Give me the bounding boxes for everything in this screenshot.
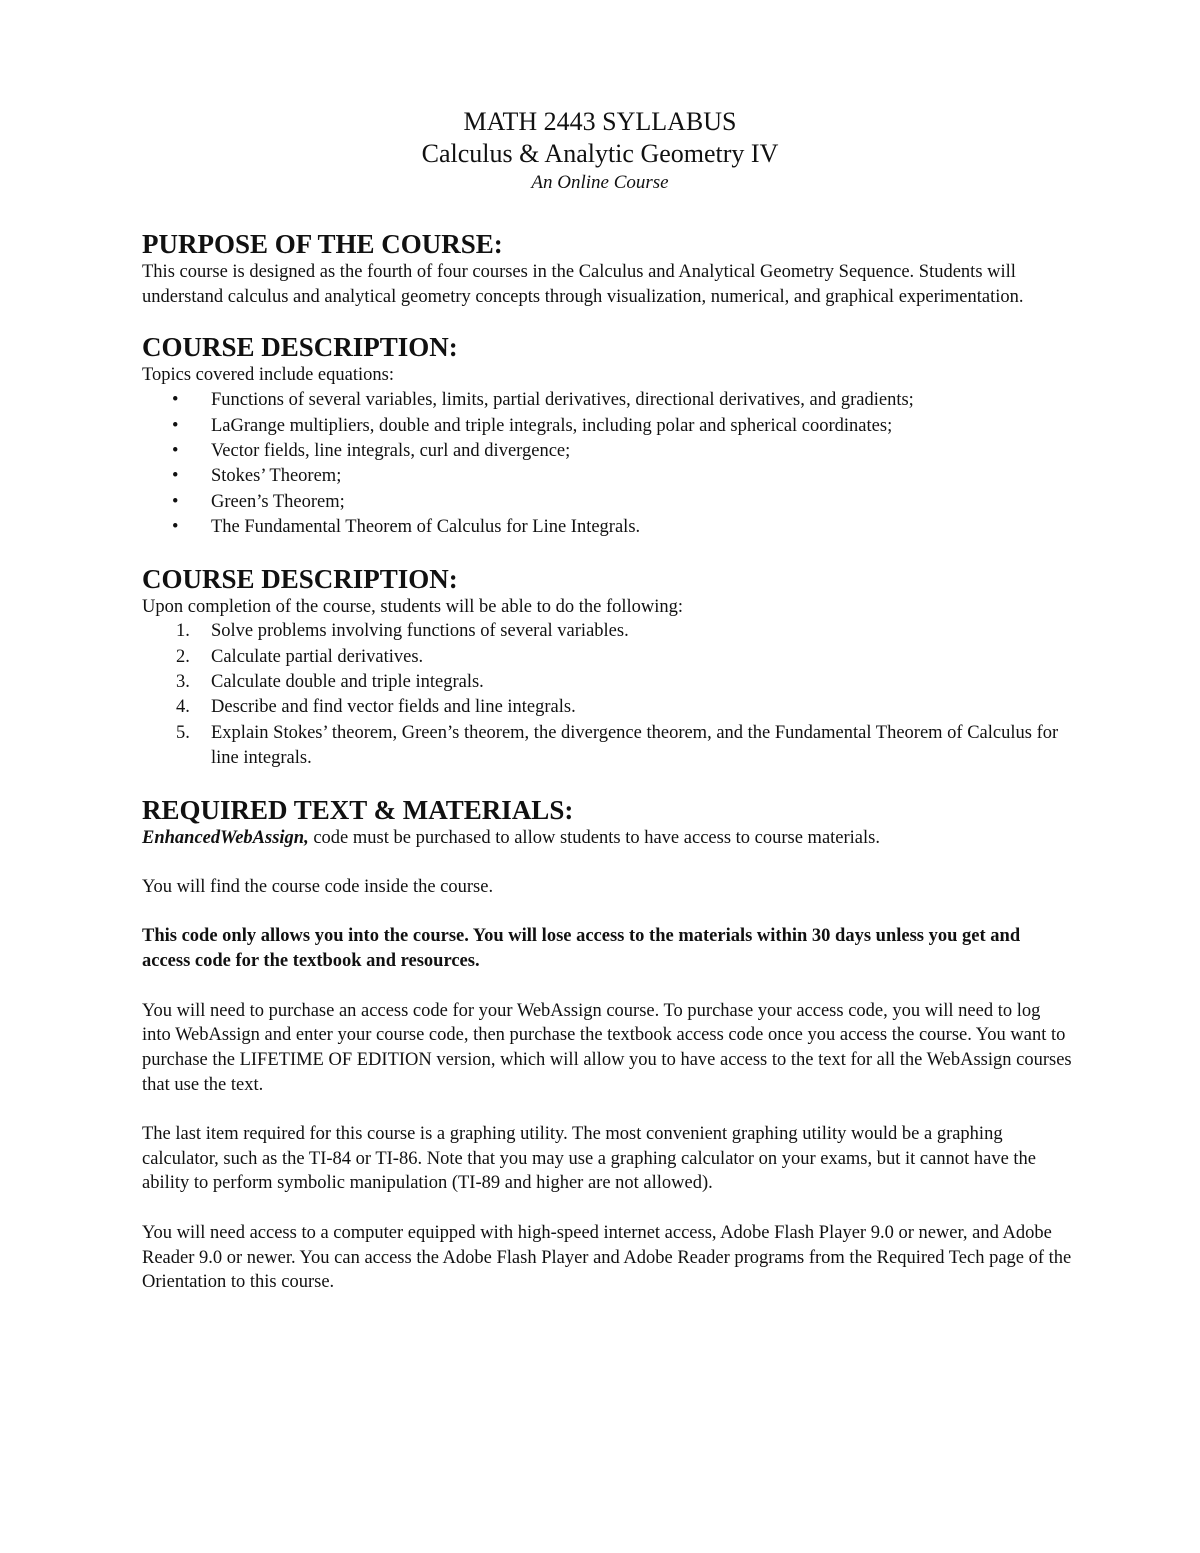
list-item: • The Fundamental Theorem of Calculus for Line Integrals. [142,515,1072,540]
webassign-name: EnhancedWebAssign, [142,827,309,848]
syllabus-page [142,106,1072,1295]
materials-heading: REQUIRED TEXT & MATERIALS: [142,794,574,825]
webassign-paragraph [142,826,1072,851]
bullet-icon: • [172,517,179,538]
purpose-heading: PURPOSE OF THE COURSE: [142,229,503,259]
outcomes-section [142,563,1072,772]
paragraph-gap [142,850,1072,875]
outcomes-heading: COURSE DESCRIPTION: [142,563,458,594]
course-code-paragraph: You will find the course code inside the course. [142,877,494,898]
materials-section [142,794,1072,1295]
paragraph-gap [142,1196,1072,1221]
list-item: 3. Calculate double and triple integrals. [142,670,1072,695]
description-section [142,331,1072,540]
purpose-section [142,228,1072,309]
description-heading: COURSE DESCRIPTION: [142,332,458,363]
bullet-icon: • [172,440,179,461]
outcomes-intro: Upon completion of the course, students will be able to do the following: [142,596,684,617]
course-tagline: An Online Course [531,172,669,193]
purpose-text: This course is designed as the fourth of four courses in the Calculus and Analytical Geometry Sequence. Students will understand calculus and analytical geometry concepts through visualization, numerical, and graphical experimentation. [142,262,1024,307]
document-title: MATH 2443 SYLLABUS [463,107,737,136]
outcomes-list [142,619,1072,771]
list-number: 2. [176,646,190,667]
title-block [0,106,1200,196]
list-item: • LaGrange multipliers, double and triple integrals, including polar and spherical coordinates; [142,414,1072,439]
paragraph-gap [142,900,1072,925]
bullet-icon: • [172,491,179,512]
description-intro: Topics covered include equations: [142,365,394,386]
paragraph-gap [142,974,1072,999]
list-item: • Functions of several variables, limits, partial derivatives, directional derivatives, and gradients; [142,388,1072,413]
list-item: • Vector fields, line integrals, curl and divergence; [142,439,1072,464]
list-item: • Green’s Theorem; [142,490,1072,515]
paragraph-gap [142,1097,1072,1122]
list-item: 5. Explain Stokes’ theorem, Green’s theorem, the divergence theorem, and the Fundamental Theorem of Calculus for line integrals. [176,722,1059,769]
bullet-icon: • [172,390,179,411]
list-item: 4. Describe and find vector fields and line integrals. [142,695,1072,720]
list-item: 1. Solve problems involving functions of several variables. [142,619,1072,644]
topics-list [142,388,1072,540]
list-number: 4. [176,697,190,718]
list-number: 5. [176,722,190,743]
calculator-paragraph: The last item required for this course is a graphing utility. The most convenient graphing utility would be a graphing calculator, such as the TI-84 or TI-86. Note that you may use a graphing calculator on your exams, but it cannot have the ability to perform symbolic manipulation (TI-89 and higher are not allowed). [142,1124,1037,1194]
bullet-icon: • [172,466,179,487]
bullet-icon: • [172,415,179,436]
list-item: • Stokes’ Theorem; [142,464,1072,489]
list-number: 1. [176,621,190,642]
webassign-text: code must be purchased to allow students to have access to course materials. [308,827,880,848]
access-warning: This code only allows you into the course. You will lose access to the materials within 30 days unless you get and access code for the textbook and resources. [142,926,1021,972]
purchase-paragraph: You will need to purchase an access code for your WebAssign course. To purchase your access code, you will need to log into WebAssign and enter your course code, then purchase the textbook access code once you access the course. You want to purchase the LIFETIME OF EDITION version, which will allow you to have access to the text for all the WebAssign courses that use the text. [142,1000,1072,1095]
list-number: 3. [176,672,190,693]
course-subtitle: Calculus & Analytic Geometry IV [421,139,779,168]
computer-paragraph: You will need access to a computer equipped with high-speed internet access, Adobe Flash Player 9.0 or newer, and Adobe Reader 9.0 or newer. You can access the Adobe Flash Player and Adobe Reader programs from the Required Tech page of the Orientation to this course. [142,1222,1072,1293]
list-item: 2. Calculate partial derivatives. [142,645,1072,670]
